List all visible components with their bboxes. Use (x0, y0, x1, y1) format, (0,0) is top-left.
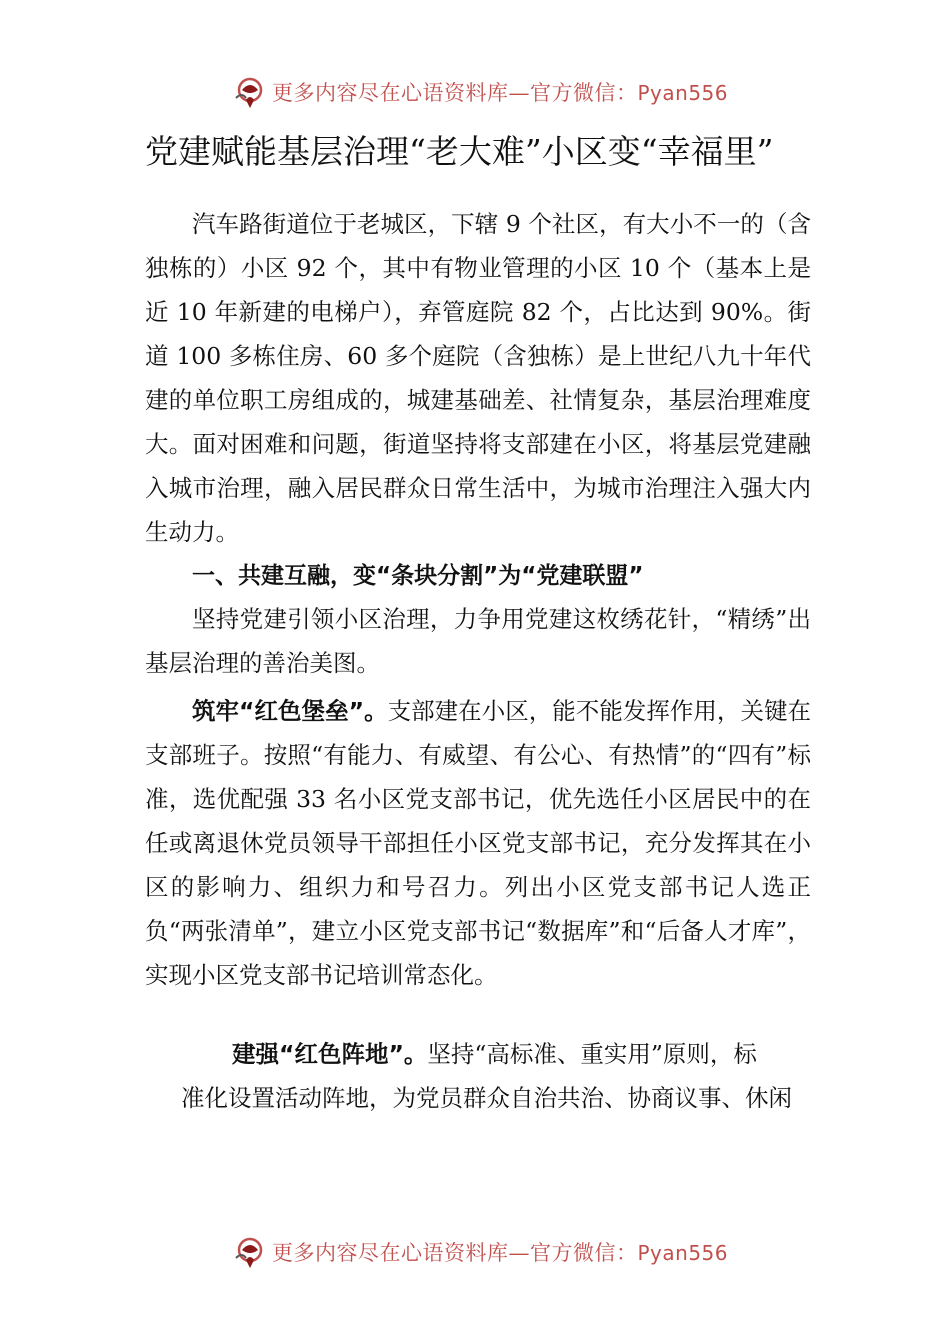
banner-text (272, 1237, 728, 1267)
banner-official: 官方微信： (530, 81, 638, 105)
banner-text (272, 77, 728, 107)
footer-banner (0, 1232, 950, 1272)
rose-logo-icon (232, 1234, 268, 1270)
item2-line2: 准化设置活动阵地，为党员群众自治共治、协商议事、休闲 (181, 1084, 792, 1112)
item1-paragraph (145, 689, 811, 997)
banner-wechat-id: Pyan556 (637, 81, 729, 105)
banner-wechat-id: Pyan556 (637, 1241, 729, 1265)
intro-paragraph: 汽车路街道位于老城区，下辖 9 个社区，有大小不一的（含独栋的）小区 92 个，其中有物业管理的小区 10 个（基本上是近 10 年新建的电梯户），弃管庭院 82 个，占比达到 90%。街道 100 多栋住房、60 多个庭院（含独栋）是上世纪八九十年代建的单位职工房组成的，城建基础差、社情复杂，基层治理难度大。面对困难和问题，街道坚持将支部建在小区，将基层党建融入城市治理，融入居民群众日常生活中，为城市治理注入强大内生动力。 (145, 210, 811, 546)
rose-logo-icon (232, 74, 268, 110)
item1-text: 支部建在小区，能不能发挥作用，关键在支部班子。按照“有能力、有威望、有公心、有热情”的“四有”标准，选优配强 33 名小区党支部书记，优先选任小区居民中的在任或离退休党员领导干部担任小区党支部书记，充分发挥其在小区的影响力、组织力和号召力。列出小区党支部书记人选正负“两张清单”，建立小区党支部书记“数据库”和“后备人才库”，实现小区党支部书记培训常态化。 (145, 697, 812, 989)
page-title: 党建赋能基层治理“老大难”小区变“幸福里” (145, 132, 774, 171)
header-banner (0, 72, 950, 112)
banner-slogan: 更多内容尽在心语资料库 (272, 81, 509, 105)
item2-text-line1: 坚持“高标准、重实用”原则，标 (427, 1040, 757, 1068)
banner-official: 官方微信： (530, 1241, 638, 1265)
item1-label: 筑牢“红色堡垒”。 (192, 697, 388, 725)
banner-separator: — (508, 81, 530, 105)
section1-heading: 一、共建互融，变“条块分割”为“党建联盟” (192, 563, 644, 589)
banner-separator: — (508, 1241, 530, 1265)
item2-line1 (232, 1035, 757, 1069)
item2-label: 建强“红色阵地”。 (232, 1040, 428, 1068)
banner-slogan: 更多内容尽在心语资料库 (272, 1241, 509, 1265)
section1-lead: 坚持党建引领小区治理，力争用党建这枚绣花针，“精绣”出基层治理的善治美图。 (145, 605, 811, 677)
